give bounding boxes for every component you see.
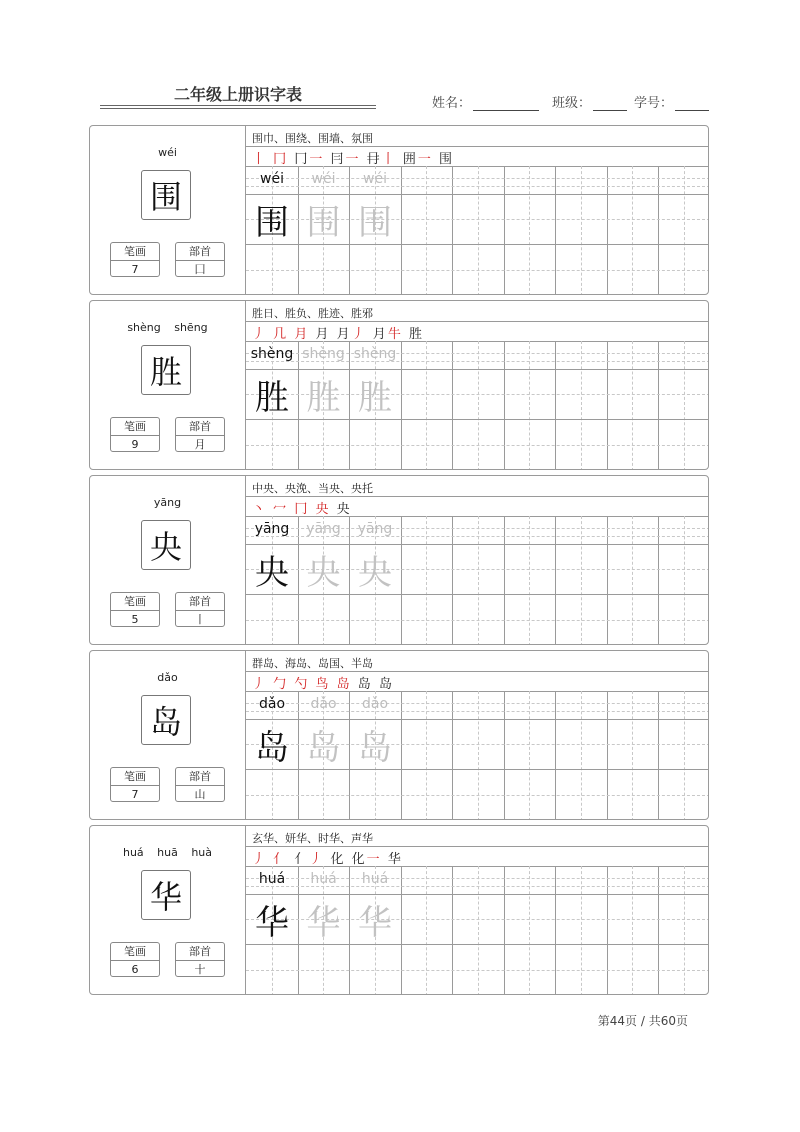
stroke-step: [252, 677, 267, 692]
title-underline-2: [100, 108, 376, 109]
radical-label: 部首: [176, 243, 224, 261]
pinyin-readings: huá huā huà: [122, 846, 213, 859]
character-trace: 围: [358, 202, 392, 243]
character-trace: 胜: [358, 377, 392, 418]
stroke-step: [273, 502, 288, 517]
stroke-step-new: 亻: [273, 852, 289, 867]
example-words: 胜日、胜负、胜迹、胜邪: [252, 307, 373, 320]
pinyin-readings: dǎo: [157, 671, 178, 684]
stroke-step: [409, 327, 424, 342]
stroke-step-new: 一: [309, 152, 325, 167]
character-trace: 华: [358, 902, 392, 943]
stroke-step: [273, 852, 288, 867]
card-info-panel: [90, 651, 246, 820]
stroke-step: [379, 677, 394, 692]
stroke-count-value: 9: [131, 438, 139, 451]
character-trace: 胜: [255, 377, 289, 418]
stroke-step: [358, 677, 373, 692]
stroke-step: [337, 677, 352, 692]
writing-grid[interactable]: [246, 516, 709, 645]
student-id-line[interactable]: [675, 98, 709, 111]
practice-panel: [246, 826, 709, 995]
char-guide-line: [246, 970, 709, 971]
stroke-order: [252, 323, 424, 342]
character-trace: 央: [306, 552, 341, 593]
stroke-step: [294, 677, 309, 692]
writing-grid[interactable]: [246, 166, 709, 295]
stroke-count-box: [110, 417, 160, 452]
pinyin-trace: wéi: [363, 171, 387, 187]
character-card: [89, 650, 709, 820]
divider: [246, 146, 709, 147]
radical-label: 部首: [176, 768, 224, 786]
character-card: [89, 125, 709, 295]
stroke-step-new: 牛: [387, 327, 403, 342]
character-box: 岛: [141, 695, 191, 745]
example-words: 玄华、妍华、时华、声华: [252, 832, 373, 845]
radical-value: 丨: [194, 613, 206, 626]
stroke-count-box: [110, 242, 160, 277]
stroke-step-base: 囲: [402, 152, 418, 167]
card-info-panel: [90, 301, 246, 470]
student-id-field[interactable]: [634, 92, 709, 111]
character-trace: 岛: [306, 727, 341, 768]
stroke-order: [252, 673, 394, 692]
stroke-step-new: 一: [366, 852, 382, 867]
pinyin-trace: huá: [258, 871, 286, 887]
practice-panel: [246, 301, 709, 470]
student-id-label: 学号：: [634, 96, 674, 111]
character-trace: 胜: [306, 377, 341, 418]
stroke-step-new: 鸟: [315, 677, 331, 692]
grid-row-line: [246, 419, 709, 420]
card-info-panel: [90, 126, 246, 295]
stroke-step: [388, 852, 403, 867]
character-trace: 央: [358, 552, 392, 593]
character-trace: 央: [255, 552, 289, 593]
radical-value: 囗: [194, 263, 206, 276]
radical-value: 十: [194, 963, 206, 976]
stroke-count-value: 7: [131, 263, 139, 276]
example-words: 群岛、海岛、岛国、半岛: [252, 657, 373, 670]
pinyin-readings: yāng: [153, 496, 182, 509]
title-underline: [100, 105, 376, 106]
page-number: 第44页 / 共60页: [597, 1014, 688, 1028]
character-trace: 围: [306, 202, 341, 243]
class-label: 班级：: [552, 96, 592, 111]
pinyin-trace: shèng: [250, 346, 294, 362]
character-box: 围: [141, 170, 191, 220]
radical-value: 山: [194, 788, 206, 801]
stroke-step-new: 丨: [252, 152, 268, 167]
stroke-order: [252, 498, 352, 517]
stroke-step-new: 丿: [309, 852, 325, 867]
stroke-step-new: 勹: [273, 677, 289, 692]
radical-label: 部首: [176, 943, 224, 961]
stroke-step-base: 央: [336, 502, 352, 517]
writing-grid[interactable]: [246, 341, 709, 470]
character-box: 华: [141, 870, 191, 920]
pinyin-trace: dǎo: [310, 696, 337, 712]
stroke-order: [252, 148, 454, 167]
practice-panel: [246, 651, 709, 820]
char-guide-line: [246, 445, 709, 446]
stroke-step: [337, 502, 352, 517]
stroke-step-new: 丿: [252, 677, 268, 692]
class-line[interactable]: [593, 98, 627, 111]
stroke-step: [273, 327, 288, 342]
pinyin-trace: dǎo: [258, 696, 286, 712]
stroke-step-new: 丶: [252, 502, 268, 517]
pinyin-readings: shèng shēng: [127, 321, 208, 334]
stroke-step: [294, 327, 309, 342]
stroke-step-base: 月: [336, 327, 352, 342]
stroke-step: [294, 152, 324, 167]
stroke-step: [273, 152, 288, 167]
card-info-panel: [90, 476, 246, 645]
radical-box: [175, 767, 225, 802]
stroke-step: [315, 677, 330, 692]
stroke-step: [252, 502, 267, 517]
stroke-step-base: 冄: [366, 152, 382, 167]
divider: [246, 321, 709, 322]
stroke-step-new: 央: [315, 502, 331, 517]
char-guide-line: [246, 795, 709, 796]
stroke-count-box: [110, 942, 160, 977]
pinyin-trace: wéi: [311, 171, 336, 187]
stroke-step: [373, 327, 403, 342]
stroke-order: [252, 848, 403, 867]
grid-row-line: [246, 244, 709, 245]
pinyin-trace: huá: [361, 871, 389, 887]
stroke-step: [294, 852, 324, 867]
pinyin-readings: wéi: [158, 146, 177, 159]
stroke-step-base: 月: [372, 327, 388, 342]
radical-box: [175, 592, 225, 627]
writing-grid[interactable]: [246, 866, 709, 995]
character-trace: 岛: [358, 727, 392, 768]
char-guide-line: [246, 270, 709, 271]
stroke-step: [439, 152, 454, 167]
name-field[interactable]: [432, 92, 539, 111]
character-trace: 围: [255, 202, 289, 243]
pinyin-trace: yāng: [306, 521, 341, 537]
character-card: [89, 300, 709, 470]
stroke-count-label: 笔画: [111, 768, 159, 786]
stroke-step-new: 岛: [336, 677, 352, 692]
stroke-step: [252, 152, 267, 167]
stroke-step-base: 围: [439, 152, 455, 167]
stroke-step-base: 华: [387, 852, 403, 867]
stroke-step: [367, 152, 397, 167]
radical-label: 部首: [176, 593, 224, 611]
stroke-step: [315, 502, 330, 517]
stroke-count-value: 6: [131, 963, 139, 976]
stroke-step-new: 一: [417, 152, 433, 167]
radical-box: [175, 417, 225, 452]
page-title: 二年级上册识字表: [173, 85, 302, 104]
practice-panel: [246, 126, 709, 295]
character-box: 央: [141, 520, 191, 570]
example-words: 围巾、围绕、围墙、氛围: [252, 132, 373, 145]
stroke-step-base: 冂: [294, 152, 310, 167]
pinyin-trace: yāng: [254, 521, 290, 537]
radical-value: 月: [194, 438, 206, 451]
stroke-step-base: 亻: [294, 852, 310, 867]
stroke-step-new: 冖: [273, 502, 289, 517]
stroke-step-base: 胜: [408, 327, 424, 342]
radical-box: [175, 242, 225, 277]
divider: [246, 671, 709, 672]
pinyin-trace: huá: [310, 871, 337, 887]
stroke-step-new: 月: [294, 327, 310, 342]
stroke-step-new: 勺: [294, 677, 310, 692]
stroke-count-value: 5: [131, 613, 139, 626]
grid-row-line: [246, 594, 709, 595]
character-card: [89, 475, 709, 645]
stroke-step-new: 丿: [252, 327, 268, 342]
stroke-step-base: 化: [351, 852, 367, 867]
example-words: 中央、央浼、当央、央托: [252, 482, 373, 495]
stroke-step-new: 几: [273, 327, 289, 342]
stroke-step-new: 冂: [273, 152, 289, 167]
stroke-step-base: 岛: [378, 677, 394, 692]
pinyin-trace: shèng: [353, 346, 397, 362]
stroke-step: [294, 502, 309, 517]
stroke-step-new: 冂: [294, 502, 310, 517]
name-label: 姓名：: [432, 96, 472, 111]
stroke-step: [330, 852, 345, 867]
writing-grid[interactable]: [246, 691, 709, 820]
stroke-step-base: 冃: [330, 152, 346, 167]
character-trace: 岛: [255, 727, 289, 768]
stroke-step-base: 化: [330, 852, 346, 867]
stroke-count-label: 笔画: [111, 418, 159, 436]
grid-row-line: [246, 769, 709, 770]
pinyin-trace: dǎo: [361, 696, 389, 712]
grid-row-line: [246, 944, 709, 945]
character-trace: 华: [255, 902, 289, 943]
stroke-step-base: 岛: [357, 677, 373, 692]
character-card: [89, 825, 709, 995]
stroke-step-new: 丿: [351, 327, 367, 342]
stroke-step: [315, 327, 330, 342]
char-guide-line: [246, 620, 709, 621]
stroke-count-label: 笔画: [111, 243, 159, 261]
stroke-step-base: 月: [315, 327, 331, 342]
stroke-step-new: 丨: [381, 152, 397, 167]
name-line[interactable]: [473, 98, 539, 111]
stroke-step: [252, 852, 267, 867]
stroke-count-box: [110, 767, 160, 802]
class-field[interactable]: [552, 92, 627, 111]
divider: [246, 846, 709, 847]
character-box: 胜: [141, 345, 191, 395]
stroke-step: [352, 852, 382, 867]
stroke-step: [330, 152, 360, 167]
practice-panel: [246, 476, 709, 645]
stroke-step: [337, 327, 367, 342]
stroke-step-new: 一: [345, 152, 361, 167]
card-info-panel: [90, 826, 246, 995]
pinyin-trace: shèng: [302, 346, 345, 362]
character-trace: 华: [306, 902, 341, 943]
stroke-step: [273, 677, 288, 692]
stroke-step-new: 丿: [252, 852, 268, 867]
divider: [246, 496, 709, 497]
stroke-count-value: 7: [131, 788, 139, 801]
pinyin-trace: yāng: [357, 521, 393, 537]
pinyin-trace: wéi: [260, 171, 284, 187]
radical-label: 部首: [176, 418, 224, 436]
stroke-step: [252, 327, 267, 342]
stroke-count-box: [110, 592, 160, 627]
stroke-count-label: 笔画: [111, 943, 159, 961]
stroke-count-label: 笔画: [111, 593, 159, 611]
stroke-step: [403, 152, 433, 167]
radical-box: [175, 942, 225, 977]
